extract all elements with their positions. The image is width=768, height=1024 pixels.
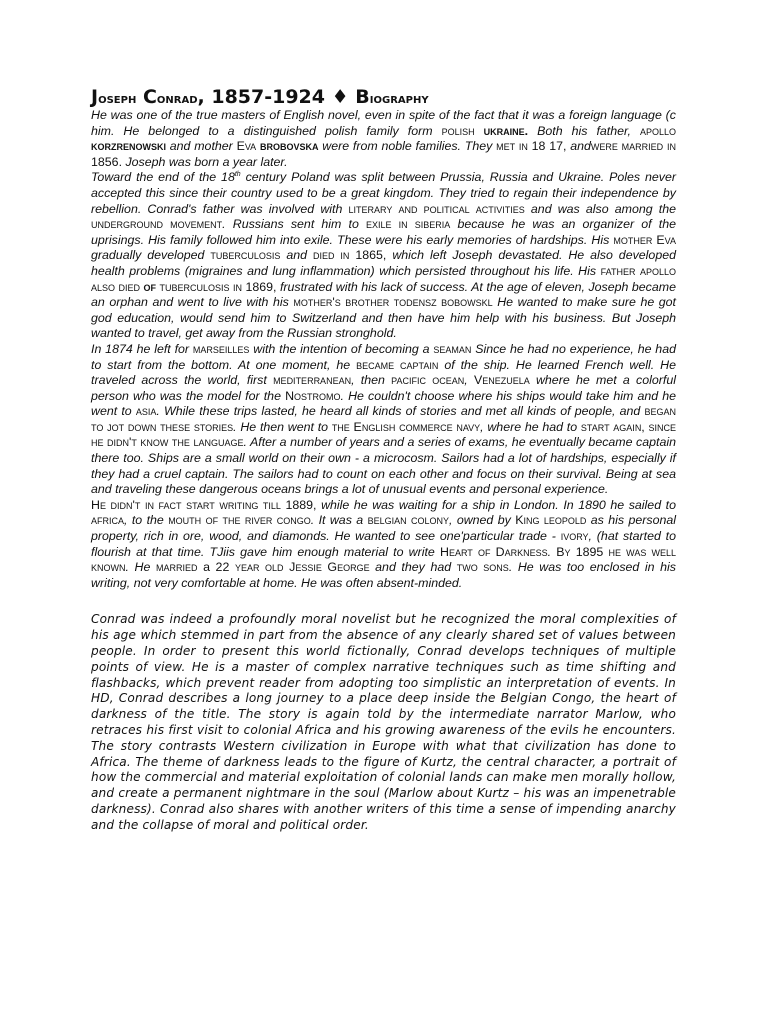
text: , owned by <box>448 513 516 528</box>
keyword: belgian colony <box>367 513 449 528</box>
keyword: mother's brother todensz bobowskl <box>293 295 493 310</box>
text: . After a number of years and a series of exams, he eventually became captain there too. Ships are a small world on their own - a microcosm. Sailors had a lot of hardships, especially if they had a cruel captain. The sailors had to count on each other and focus on their survival. Being at sea and traveling these dangerous oceans brings a lot of unusual events and personal experience. <box>91 435 676 497</box>
text: . While these trips lasted, he heard all kinds of stories and met all kinds of people, and <box>156 404 645 419</box>
keyword: father apollo also died <box>91 263 677 294</box>
text: where he met a colorful person who was the model for the <box>91 373 676 403</box>
keyword: polish <box>441 123 475 138</box>
keyword: Eva <box>236 139 257 154</box>
text: and was also among the <box>524 201 676 216</box>
title-initial-b: B <box>355 86 370 108</box>
keyword: pacific ocean <box>391 373 465 388</box>
keyword: became captain <box>356 357 439 372</box>
text: gradually developed <box>91 248 211 263</box>
biography-paragraph-3 <box>91 342 676 498</box>
text: Joseph was born a year later. <box>125 154 288 169</box>
text: and they had <box>369 560 457 575</box>
diamond-icon: ♦ <box>331 86 349 108</box>
title-iography: iography <box>369 91 429 107</box>
keyword: Venezuela <box>473 373 530 388</box>
page-title <box>91 88 676 108</box>
title-onrad: onrad <box>156 91 198 107</box>
text: . He <box>125 560 156 575</box>
essay-paragraph: Conrad was indeed a profoundly moral novelist but he recognized the moral complexities of his age which stemmed in part from the absence of any clearly shared set of values between people. In order to present this world fictionally, Conrad develops techniques of multiple points of view. He is a master of complex narrative techniques such as time shifting and flashbacks, which prevent reader from adopting too simplistic an interpretation of events. In HD, Conrad describes a long journey to a place deep inside the Belgian Congo, the heart of darkness of the title. The story is again told by the intermediate narrator Marlow, who retraces his first visit to colonial Africa and his growing awareness of the evils he encounters. The story contrasts Western civilization in Europe with what that civilization has done to Africa. The theme of darkness leads to the figure of Kurtz, the central character, a portrait of how the commercial and material exploitation of colonial lands can make men morally hollow, and create a permanent nightmare in the soul (Marlow about Kurtz – his was an impenetrable darkness). Conrad also shares with another writers of this time a sense of impending anarchy and the collapse of moral and political order. <box>91 612 676 832</box>
keyword: year old Jessie George <box>234 560 370 575</box>
title-initial-c: C <box>142 86 157 108</box>
text: , <box>464 373 474 388</box>
text: , (hat started to flourish at that time. TJiis gave him enough material to write <box>91 529 676 559</box>
text: of the ship. He learned French well. He traveled across the world, first <box>91 357 676 388</box>
text: with the intention of becoming a <box>249 341 434 356</box>
text: He wanted to make sure he got god education, would send him to Switzerland and then have him help with his business. But Joseph wanted to travel, get away from the Russian stronghold. <box>91 295 676 341</box>
keyword: mediterranean <box>273 373 352 388</box>
keyword: King leopold <box>515 513 587 528</box>
keyword: brobovska <box>259 139 319 154</box>
keyword: marseilles <box>192 341 250 356</box>
text: Both his father, <box>528 123 640 138</box>
title-years: , 1857-1924 <box>197 86 332 108</box>
text: 1869, <box>241 279 280 294</box>
text: which left Joseph devastated. He also developed health problems (migraines and lung inflammation) which persisted throughout his life. His <box>91 248 676 278</box>
superscript: th <box>234 171 241 179</box>
keyword: africa <box>91 513 125 528</box>
text: a 22 <box>197 560 235 575</box>
keyword: literary and political activities <box>348 201 525 216</box>
keyword: were married in <box>590 139 676 154</box>
keyword: he was well known <box>91 544 677 575</box>
keyword: tuberculosis <box>210 248 281 263</box>
keyword: of <box>143 279 156 294</box>
title-oseph: oseph <box>98 91 137 107</box>
text: as his personal property, rich in ore, wood, and diamonds. He wanted to see one'particular trade - <box>91 513 676 544</box>
text: 1895 <box>570 544 609 559</box>
keyword: the English commerce navy <box>331 419 481 434</box>
text: In 1874 he left for <box>91 341 193 356</box>
text: . He then went to <box>233 419 332 434</box>
keyword: married <box>155 560 198 575</box>
text: frustrated with his lack of success. At the age of eleven, Joseph became an orphan and went to live with his <box>91 279 676 310</box>
keyword: He didn't in fact start writing till <box>91 497 281 512</box>
text: . Russians sent him to <box>222 217 366 232</box>
biography-paragraph-4 <box>91 498 676 592</box>
text: while he was waiting for a ship in London. In 1890 he sailed to <box>321 497 676 512</box>
text: . <box>547 544 557 559</box>
keyword: Heart of Darkness <box>440 544 548 559</box>
text: , where he had to <box>480 419 581 434</box>
biography-paragraph-2 <box>91 170 676 342</box>
keyword: underground movement <box>91 217 223 232</box>
text: 1865, <box>349 248 393 263</box>
keyword: korzrenowski <box>91 139 166 154</box>
document-page <box>91 88 676 834</box>
biography-paragraph-1 <box>91 108 676 170</box>
text: because he was an organizer of the uprisings. His family followed him into exile. These were his early memories of hardships. His <box>91 217 676 247</box>
keyword: seaman <box>433 341 472 356</box>
keyword: began to jot down these stories <box>91 404 676 434</box>
title-initial-j: J <box>91 86 99 108</box>
keyword: asia <box>135 404 157 419</box>
text: Since he had no experience, he had to start from the bottom. At one moment, he <box>91 341 676 372</box>
keyword: mother Eva <box>613 232 676 247</box>
text: 1856. <box>91 154 126 169</box>
keyword: met in 18 17, <box>496 139 567 154</box>
keyword: two sons <box>456 560 509 575</box>
text: century Poland was split between Prussia, Russia and Ukraine. Poles never accepted this since their country used to be a great kingdom. They tried to regain their independence by rebellion. Conrad's father was involved with <box>91 170 676 216</box>
text: and <box>280 248 313 263</box>
keyword: By <box>556 544 571 559</box>
keyword: start again, since he didn't know the language <box>91 419 677 450</box>
keyword: exile in siberia <box>366 217 451 232</box>
text: 1889, <box>280 497 322 512</box>
keyword: apollo <box>639 123 676 138</box>
keyword: ivory <box>560 529 589 544</box>
text: and <box>566 139 591 154</box>
text: , to the <box>124 513 169 528</box>
text: . He was too enclosed in his writing, not very comfortable at home. He was often absent-minded. <box>91 560 676 590</box>
keyword: Nostromo <box>285 388 341 403</box>
text: . It was a <box>310 513 368 528</box>
keyword: ukraine. <box>483 123 529 138</box>
keyword: mouth of the river congo <box>168 513 311 528</box>
keyword: died in <box>312 248 350 263</box>
biography-section <box>91 108 676 591</box>
keyword: tuberculosis in <box>159 279 242 294</box>
text: and mother <box>166 139 237 154</box>
text: were from noble families. They <box>318 139 497 154</box>
text: He was one of the true masters of English novel, even in spite of the fact that it was a foreign language (c him. He belonged to a distinguished polish family form <box>91 108 676 138</box>
text: Toward the end of the 18 <box>91 170 235 185</box>
text: . He couldn't choose where his ships would take him and he went to <box>91 388 677 419</box>
text: , then <box>351 373 392 388</box>
